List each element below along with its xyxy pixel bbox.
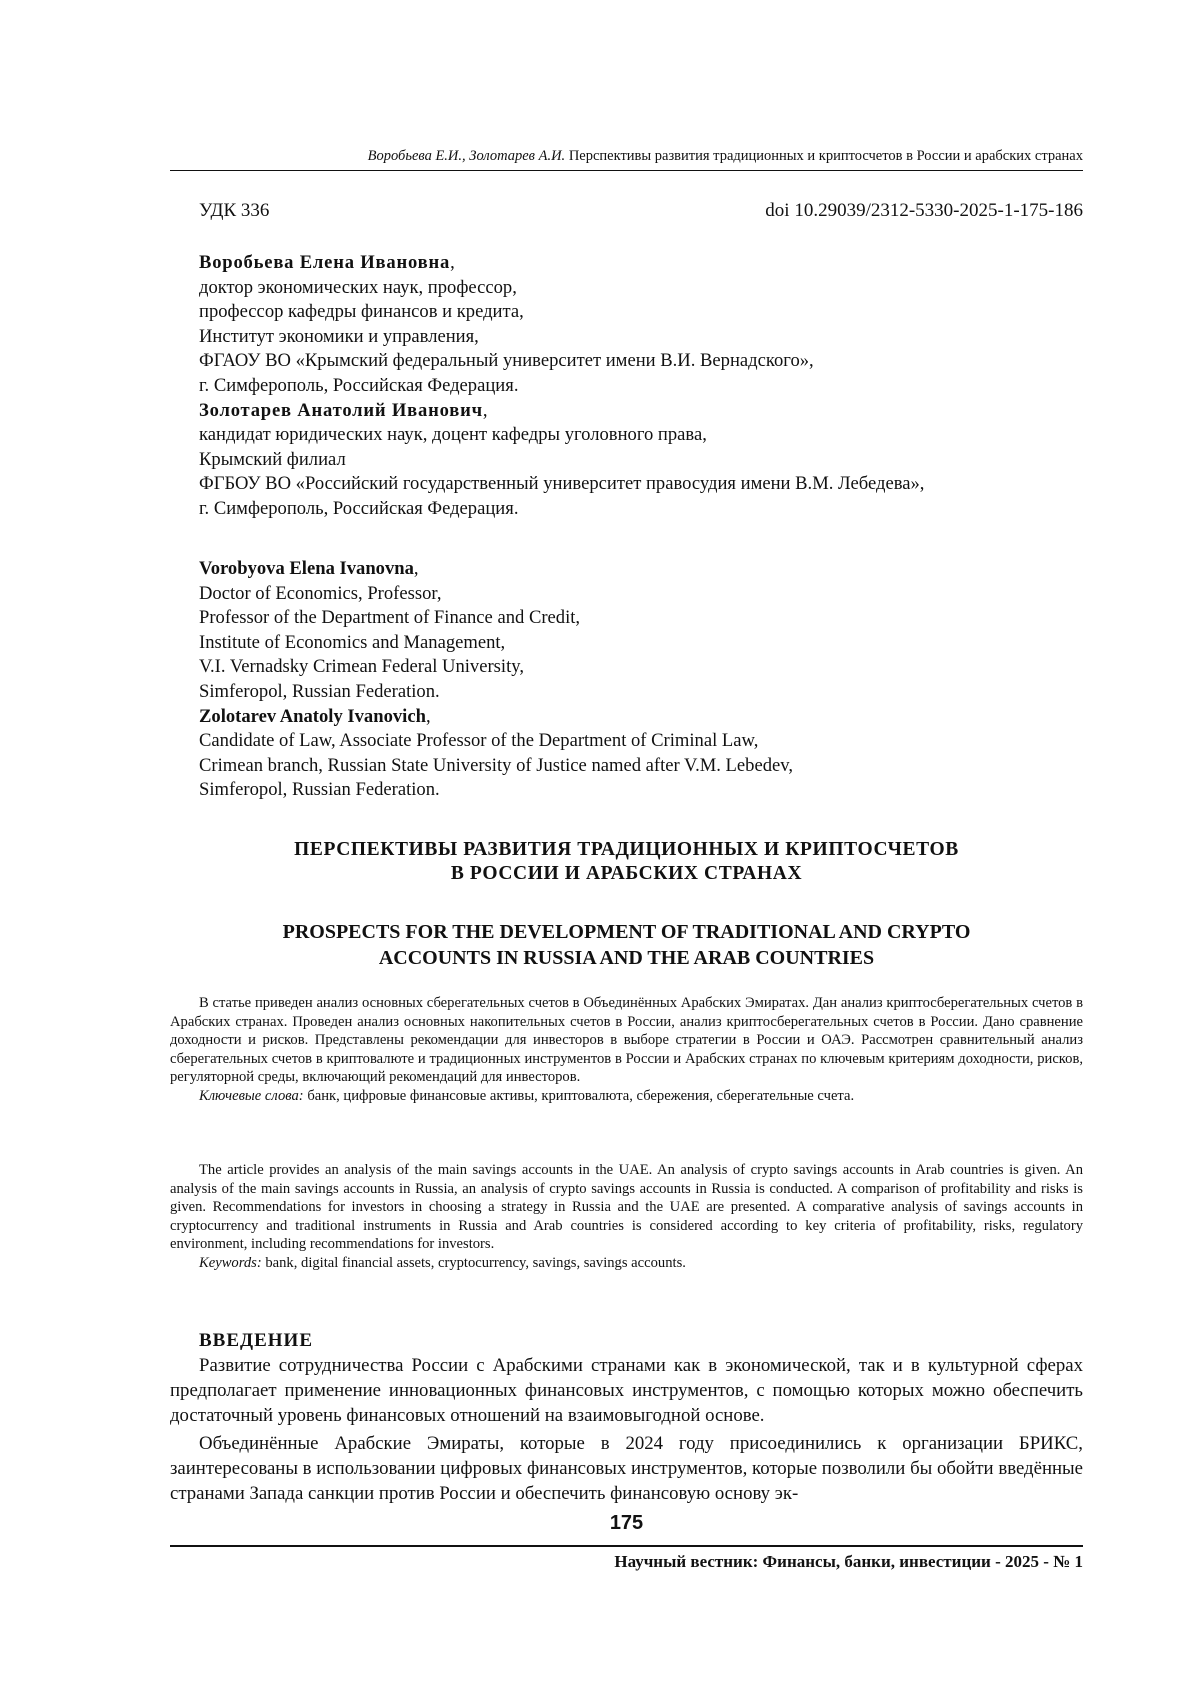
title-line: В РОССИИ И АРАБСКИХ СТРАНАХ — [450, 863, 803, 884]
author-info-ru: Воробьева Елена Ивановна, доктор экономических наук, профессор, профессор кафедры финансов и кредита, Институт экономики и управления, ФГАОУ ВО «Крымский федеральный университет имени В.И. Вернадского», г. Симферополь, Российская Федерация. Золотарев Анатолий Иванович, кандидат юридических наук, доцент кафедры уголовного права, Крымский филиал ФГБОУ ВО «Российский государственный университет правосудия имени В.М. Лебедева», г. Симферополь, Российская Федерация. — [199, 251, 1083, 522]
footer-rule — [170, 1545, 1083, 1547]
affiliation-line: Institute of Economics and Management, — [199, 631, 506, 653]
keywords-label: Ключевые слова: — [199, 1087, 304, 1104]
affiliation-line: ФГАОУ ВО «Крымский федеральный университет имени В.И. Вернадского», — [199, 350, 814, 372]
udk-code: УДК 336 — [199, 200, 270, 221]
abstract-ru — [170, 994, 1083, 1106]
affiliation-line: Крымский филиал — [199, 448, 346, 470]
affiliation-line: ФГБОУ ВО «Российский государственный университет правосудия имени В.М. Лебедева», — [199, 473, 925, 495]
keywords: bank, digital financial assets, cryptocurrency, savings, savings accounts. — [265, 1254, 686, 1271]
author-name: Золотарев Анатолий Иванович — [199, 399, 483, 421]
running-header-title: Перспективы развития традиционных и криптосчетов в России и арабских странах — [568, 148, 1083, 164]
abstract-text: The article provides an analysis of the main savings accounts in the UAE. An analysis of crypto savings accounts in Arab countries is given. An analysis of the main savings accounts in Russia, an analysis of crypto savings accounts in Russia is conducted. A comparison of profitability and risks is given. Recommendations for investors in choosing a strategy in Russia and the UAE are presented. A comparative analysis of savings accounts in cryptocurrency and traditional instruments in Russia and Arab countries is considered according to key criteria of profitability, risks, regulatory environment, including recommendations for investors. — [170, 1162, 1083, 1253]
keywords-line — [170, 1254, 1083, 1273]
body-paragraph: Развитие сотрудничества России с Арабскими странами как в экономической, так и в культурной сферах предполагает применение инновационных финансовых инструментов, с помощью которых можно обеспечить достаточный уровень финансовых отношений на взаимовыгодной основе. — [170, 1355, 1083, 1426]
article-title-en — [170, 919, 1083, 971]
affiliation-line: Crimean branch, Russian State University of Justice named after V.M. Lebedev, — [199, 754, 793, 776]
body-paragraph: Объединённые Арабские Эмираты, которые в 2024 году присоединились к организации БРИКС, заинтересованы в использовании цифровых финансовых инструментов, которые позволили бы обойти введённые странами Запада санкции против России и обеспечить финансовую основу эк- — [170, 1433, 1083, 1504]
author-name: Воробьева Елена Ивановна — [199, 252, 451, 273]
introduction-body — [170, 1353, 1083, 1509]
article-title-ru — [170, 838, 1083, 886]
author-name: Vorobyova Elena Ivanovna — [199, 558, 414, 579]
author-name: Zolotarev Anatoly Ivanovich — [199, 705, 426, 727]
affiliation-line: Simferopol, Russian Federation. — [199, 779, 440, 801]
affiliation-line: Candidate of Law, Associate Professor of the Department of Criminal Law, — [199, 730, 759, 752]
abstract-text: В статье приведен анализ основных сберегательных счетов в Объединённых Арабских Эмиратах. Дан анализ криптосберегательных счетов в Арабских странах. Проведен анализ основных накопительных счетов в России, анализ криптосберегательных счетов в России. Дано сравнение доходности и рисков. Представлены рекомендации для инвесторов в выборе стратегии в России и ОАЭ. Рассмотрен сравнительный анализ сберегательных счетов в криптовалюте и традиционных инструментов в России и Арабских странах по ключевым критериям доходности, рисков, регуляторной среды, включающий рекомендаций для инвесторов. — [170, 995, 1083, 1086]
affiliation-line: г. Симферополь, Российская Федерация. — [199, 374, 519, 396]
affiliation-line: Simferopol, Russian Federation. — [199, 680, 440, 702]
keywords-line — [170, 1087, 1083, 1106]
affiliation-line: г. Симферополь, Российская Федерация. — [199, 497, 519, 519]
affiliation-line: Doctor of Economics, Professor, — [199, 582, 442, 604]
affiliation-line: Professor of the Department of Finance and Credit, — [199, 607, 581, 629]
abstract-en — [170, 1161, 1083, 1273]
running-header — [170, 148, 1083, 165]
affiliation-line: Институт экономики и управления, — [199, 325, 479, 347]
page-number: 175 — [609, 1512, 644, 1534]
running-footer: Научный вестник: Финансы, банки, инвестиции - 2025 - № 1 — [614, 1552, 1083, 1571]
doi: doi 10.29039/2312-5330-2025-1-175-186 — [765, 200, 1083, 221]
keywords: банк, цифровые финансовые активы, криптовалюта, сбережения, сберегательные счета. — [307, 1087, 855, 1104]
running-header-authors: Воробьева Е.И., Золотарев А.И. — [367, 148, 566, 164]
affiliation-line: профессор кафедры финансов и кредита, — [199, 301, 524, 323]
keywords-label: Keywords: — [199, 1254, 262, 1271]
affiliation-line: доктор экономических наук, профессор, — [199, 276, 517, 298]
title-line: PROSPECTS FOR THE DEVELOPMENT OF TRADITIONAL AND CRYPTO — [282, 921, 971, 943]
affiliation-line: кандидат юридических наук, доцент кафедры уголовного права, — [199, 424, 707, 446]
header-rule — [170, 170, 1083, 171]
title-line: ПЕРСПЕКТИВЫ РАЗВИТИЯ ТРАДИЦИОННЫХ И КРИПТОСЧЕТОВ — [294, 839, 959, 860]
affiliation-line: V.I. Vernadsky Crimean Federal University, — [199, 656, 524, 678]
author-info-en: Vorobyova Elena Ivanovna, Doctor of Economics, Professor, Professor of the Department of Finance and Credit, Institute of Economics and Management, V.I. Vernadsky Crimean Federal University, Simferopol, Russian Federation. Zolotarev Anatoly Ivanovich, Candidate of Law, Associate Professor of the Department of Criminal Law, Crimean branch, Russian State University of Justice named after V.M. Lebedev, Simferopol, Russian Federation. — [199, 557, 1083, 803]
title-line: ACCOUNTS IN RUSSIA AND THE ARAB COUNTRIES — [378, 947, 875, 969]
section-heading-introduction: ВВЕДЕНИЕ — [199, 1330, 313, 1351]
